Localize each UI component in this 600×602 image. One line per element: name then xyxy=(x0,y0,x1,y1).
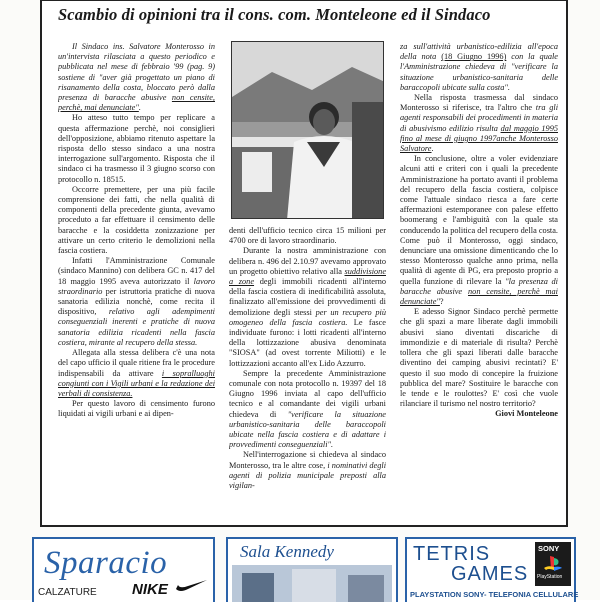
ad-sony-badge xyxy=(535,542,571,586)
ad-sparacio-sub: CALZATURE xyxy=(38,587,97,598)
author-signature: Giovi Monteleone xyxy=(495,409,558,419)
ad-sala-kennedy xyxy=(226,537,398,602)
paragraph-11: za sull'attività urbanistico-edilizia all'epoca della nota (18 Giugno 1996) con la quale l'Amministrazione chiedeva di "verificare la situazione urbanistico-sanitaria delle baraccopoli ubicate sulla costa". xyxy=(400,42,558,92)
paragraph-1: Il Sindaco ins. Salvatore Monterosso in un'intervista rilasciata a questo periodico e pubblicata nel mese di febbraio '99 (pag. 9) sostiene di "aver già progettato un piano di risanamento della costa, bloccato però dalla presenza di baracche abusive non censite, perchè, mai denunciate". xyxy=(58,42,215,113)
article-column-3 xyxy=(400,42,558,522)
paragraph-6: Per questo lavoro di censimento furono liquidati ai vigili urbani e ai dipen- xyxy=(58,399,215,419)
ad-nike-logo: NIKE xyxy=(132,581,168,598)
ad-tetris-games xyxy=(405,537,579,602)
ad-sparacio xyxy=(32,537,215,602)
paragraph-2: Ho atteso tutto tempo per replicare a questa affermazione perchè, noi consiglieri dell'opposizione, abbiamo ritenuto aspettare la risposta dello stesso sindaco a una nostra interrogazione sull'argomento. Risposta che il sindaco ci ha trasmesso il 3 giugno scorso con protocollo n. 18515. xyxy=(58,113,215,184)
ad-sala-kennedy-photo-icon xyxy=(232,565,392,602)
portrait-photo xyxy=(231,41,384,219)
ad-tetris-line1: TETRIS xyxy=(413,543,491,565)
paragraph-8: Durante la nostra amministrazione con delibera n. 496 del 2.10.97 avevamo approvato un progetto obiettivo relativo alla suddivisione a zone degli immobili ricadenti all'interno della fascia costiera di inedificabilità assoluta, finalizzato all'emissione dei provvedimenti di demolizione degli stessi per un recupero più omogeneo della fascia costiera. Le fasce individuate furono: i lotti ricadenti all'interno della lottizzazione abusiva denominata "SIOSA" (ad ovest torrente Miliotti) e le lottizzazioni accanto all'ex Lido Azzurro. xyxy=(229,246,386,368)
ad-sony-badge-sub: PlayStation xyxy=(537,574,563,580)
article-headline: Scambio di opinioni tra il cons. com. Monteleone ed il Sindaco xyxy=(58,5,491,24)
ad-sony-badge-label: SONY xyxy=(538,544,560,553)
article-column-1 xyxy=(58,42,215,522)
paragraph-7: denti dell'ufficio tecnico circa 15 milioni per 4700 ore di lavoro straordinario. xyxy=(229,226,386,246)
paragraph-13: In conclusione, oltre a voler evidenziare alcuni atti e criteri con i quali la precedente Amministrazione ha portato avanti il problema del recupero della fascia costiera, colpisce come l'attuale sindaco riesca a fare certe affermazioni estemporanee con palese effetto boomerang e l'ambiguità con la quale sta conducendo la politica del recupero della costa. Come può il Monterosso, oggi sindaco, denunciare una omissione dimenticando che lo stesso Monterosso qualche anno prima, nella qualità di agente di PG, era preposto proprio a quella funzione di rilevare la "la presenza di baracche abusive non censite, perchè mai denunciate"? xyxy=(400,154,558,307)
ad-tetris-footer: PLAYSTATION SONY- TELEFONIA CELLULARE xyxy=(410,590,579,599)
paragraph-14: E adesso Signor Sindaco perchè permette che gli spazi a mare liberate dagli immobili abusivi siano diventati discariche di immondizie e di materiale di risulta? Perchè tollera che gli spazi liberati dalle baracche diventino dei camping abusivi recintati? E' questo il suo modo di concepire la fruizione pubblica del mare? Sostituire le baracche con le tende e le roulottes? E' così che vuole rilanciare il turismo nel nostro territorio? xyxy=(400,307,558,409)
paragraph-3: Occorre premettere, per una più facile comprensione dei fatti, che nella qualità di componenti della precedente giunta, avevamo proceduto a far effettuare il censimento delle baracche e la cosiddetta zonizzazione per attivare un certo criterio le demolizioni nella fascia costiera. xyxy=(58,184,215,256)
nike-swoosh-icon xyxy=(174,579,208,593)
paragraph-5: Allegata alla stessa delibera c'è una nota del capo ufficio il quale ritiene fra le procedure indispensabili da attivare i sopralluoghi congiunti con i Vigili urbani e la redazione dei verbali di consistenza. xyxy=(58,348,215,398)
playstation-logo-icon xyxy=(543,555,563,573)
article-column-2 xyxy=(229,226,386,522)
ad-sala-kennedy-brand: Sala Kennedy xyxy=(240,542,334,561)
paragraph-4: Infatti l'Amministrazione Comunale (sindaco Mannino) con delibera GC n. 417 del 18 maggio 1995 aveva autorizzato il lavoro straordinario per istruttoria pratiche di nuova sanatoria edilizia nonchè, come recita il dispositivo, relativo agli adempimenti conseguenziali inerenti e pratiche di nuova sanatoria edilizia ricadenti nella fascia costiera, mirante al recupero della stessa. xyxy=(58,256,215,347)
ad-tetris-line2: GAMES xyxy=(451,563,529,585)
ad-sparacio-brand: Sparacio xyxy=(44,545,168,581)
paragraph-10: Nell'interrogazione si chiedeva al sindaco Monterosso, tra le altre cose, i nominativi degli agenti di polizia municipale preposti alla vigilan- xyxy=(229,450,386,491)
paragraph-12: Nella risposta trasmessa dal sindaco Monterosso si riferisce, tra l'altro che tra gli agenti responsabili dei procedimenti in materia di abusivismo edilizio risulta dal maggio 1995 fino al mese di giugno 1997anche Monterosso Salvatore. xyxy=(400,93,558,154)
photo-portrait-icon xyxy=(232,42,384,219)
paragraph-9: Sempre la precedente Amministrazione comunale con nota protocollo n. 19397 del 18 Giugno 1996 inviata al capo dell'ufficio tecnico e al comandante dei vigili urbani chiedeva di "verificare la situazione urbanistico-sanitaria delle baraccopoli ubicate nella fascia costiera e di adattare i provvedimenti conseguenziali". xyxy=(229,368,386,450)
